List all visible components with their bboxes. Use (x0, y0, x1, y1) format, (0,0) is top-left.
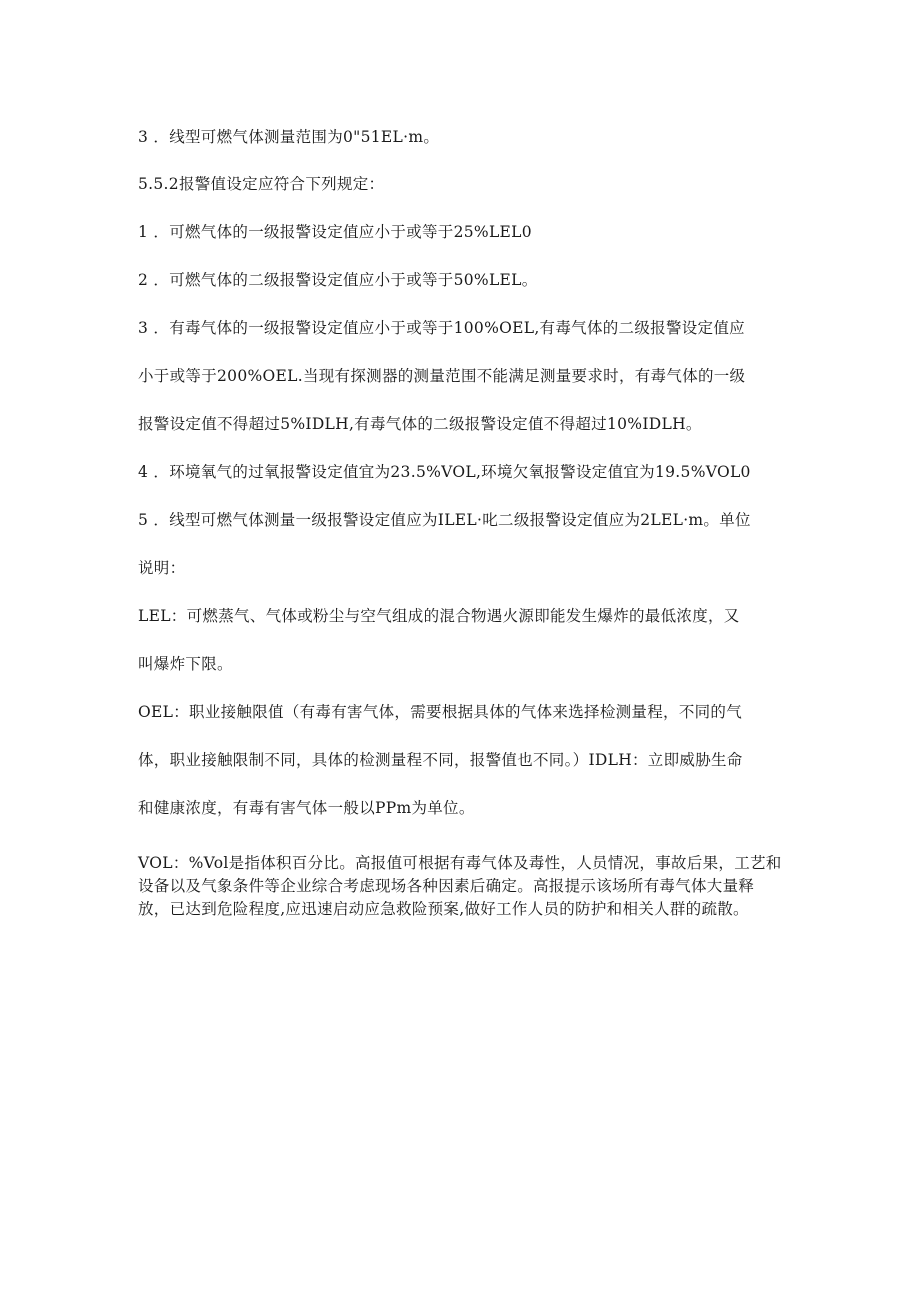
text-line: 2 ．可燃气体的二级报警设定值应小于或等于50%LEL。 (138, 271, 538, 289)
text-line: 小于或等于200%OEL.当现有探测器的测量范围不能满足测量要求时，有毒气体的一级 (138, 367, 746, 385)
text-line: 体，职业接触限制不同，具体的检测量程不同，报警值也不同。）IDLH：立即威胁生命 (138, 751, 743, 769)
text-line: 5 ．线型可燃气体测量一级报警设定值应为ILEL·叱二级报警设定值应为2LEL·m。单位 (138, 511, 751, 529)
text-line: LEL：可燃蒸气、气体或粉尘与空气组成的混合物遇火源即能发生爆炸的最低浓度，又 (138, 607, 740, 625)
section-heading: 5.5.2报警值设定应符合下列规定： (138, 175, 385, 193)
text-line: 1 ．可燃气体的一级报警设定值应小于或等于25%LEL0 (138, 223, 532, 241)
text-line: 报警设定值不得超过5%IDLH,有毒气体的二级报警设定值不得超过10%IDLH。 (138, 415, 702, 433)
text-line: 3 ．线型可燃气体测量范围为0"51EL·m。 (138, 128, 440, 146)
text-line: 4 ．环境氧气的过氧报警设定值宜为23.5%VOL,环境欠氧报警设定值宜为19.5%VOL0 (138, 463, 751, 481)
text-line: OEL：职业接触限值（有毒有害气体，需要根据具体的气体来选择检测量程，不同的气 (138, 703, 743, 721)
explanation-heading: 说明： (138, 559, 186, 577)
text-line: 和健康浓度，有毒有害气体一般以PPm为单位。 (138, 799, 475, 817)
text-line: 3 ．有毒气体的一级报警设定值应小于或等于100%OEL,有毒气体的二级报警设定值应 (138, 319, 745, 337)
final-paragraph: VOL：%Vol是指体积百分比。高报值可根据有毒气体及毒性，人员情况，事故后果，工艺和设备以及气象条件等企业综合考虑现场各种因素后确定。高报提示该场所有毒气体大量释放，已达到危险程度,应迅速启动应急救险预案,做好工作人员的防护和相关人群的疏散。 (138, 854, 782, 918)
text-line: 叫爆炸下限。 (138, 655, 233, 673)
